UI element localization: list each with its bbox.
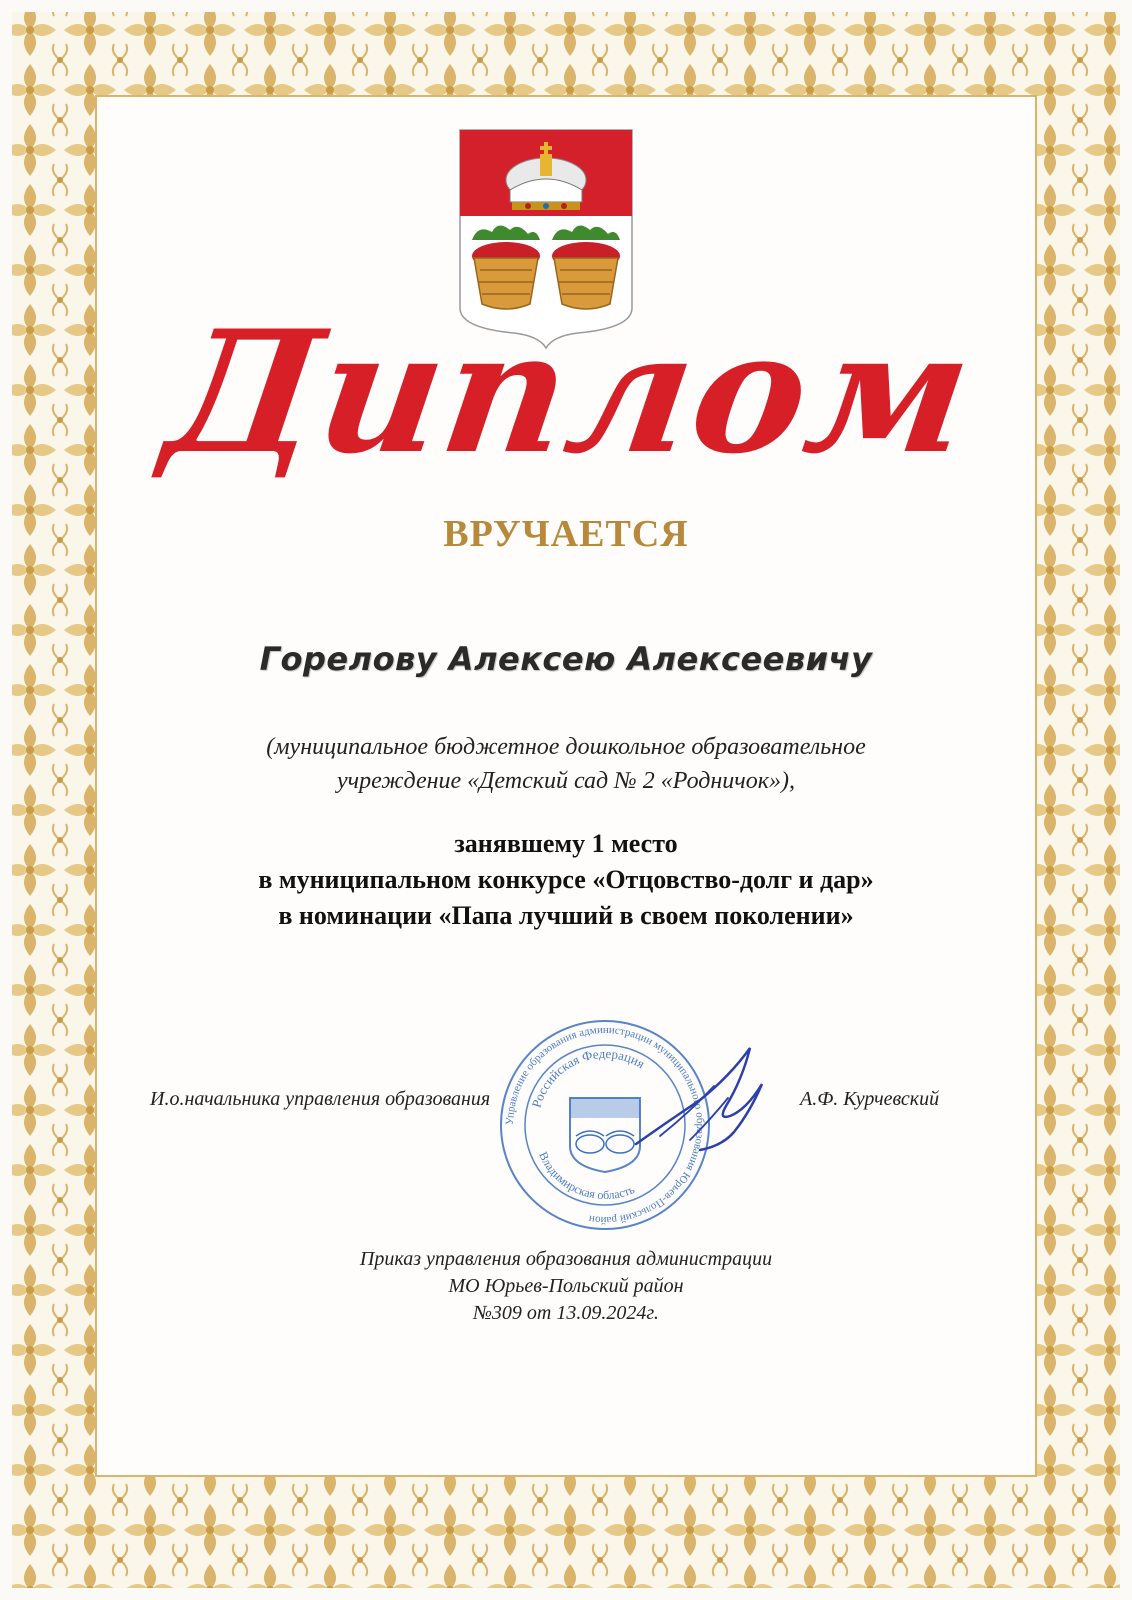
- order-line-3: №309 от 13.09.2024г.: [473, 1302, 659, 1324]
- awarded-heading: ВРУЧАЕТСЯ: [443, 513, 689, 555]
- signatory-name: А.Ф. Курчевский: [800, 1088, 940, 1110]
- signatory-title: И.о.начальника управления образования: [150, 1088, 491, 1110]
- svg-text:Владимирская область: Владимирская область: [536, 1149, 637, 1203]
- order-reference: [0, 1246, 1132, 1327]
- order-line-2: МО Юрьев-Польский район: [448, 1275, 684, 1297]
- diploma-title: Диплом: [155, 293, 985, 491]
- organization-text: [0, 730, 1132, 798]
- svg-text:Российская Федерация: Российская Федерация: [528, 1045, 648, 1110]
- organization-line-1: (муниципальное бюджетное дошкольное образовательное: [266, 734, 866, 760]
- organization-line-2: учреждение «Детский сад № 2 «Родничок»),: [337, 768, 795, 794]
- svg-text:Управление образования админис: Управление образования администрации муниципального образования Юрьев-Польский район: [503, 1023, 707, 1227]
- achievement-text: [0, 826, 1132, 934]
- achievement-line-1: занявшему 1 место: [454, 829, 678, 858]
- handwritten-signature: [630, 1040, 770, 1160]
- achievement-line-2: в муниципальном конкурсе «Отцовство-долг и дар»: [258, 865, 874, 894]
- recipient-name: Горелову Алексею Алексеевичу: [259, 640, 873, 678]
- order-line-1: Приказ управления образования администрации: [359, 1248, 773, 1270]
- achievement-line-3: в номинации «Папа лучший в своем поколении»: [278, 901, 854, 930]
